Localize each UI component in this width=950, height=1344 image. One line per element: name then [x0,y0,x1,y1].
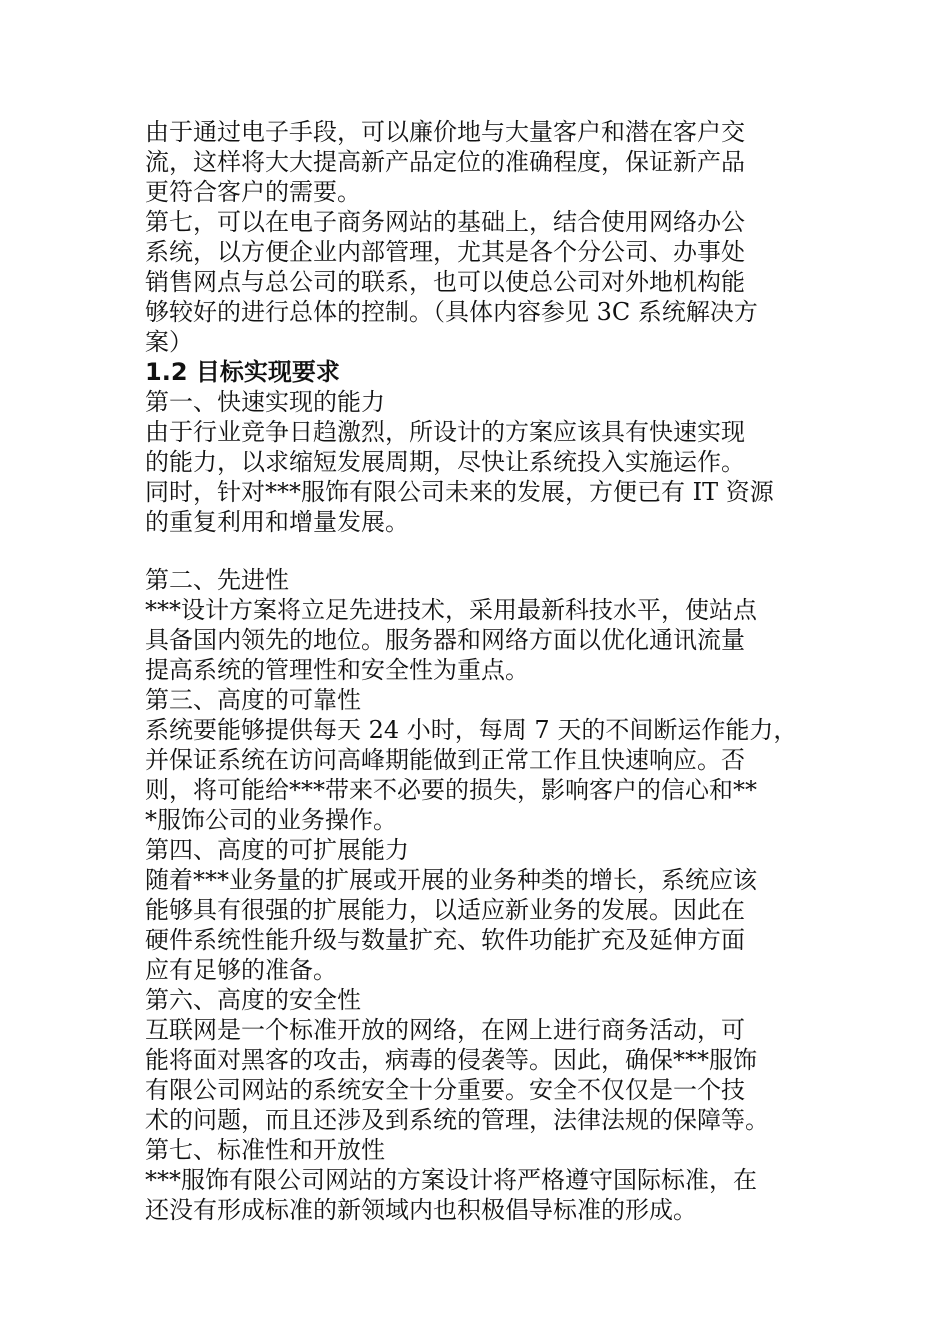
text-line: 的能力，以求缩短发展周期，尽快让系统投入实施运作。 [145,448,745,476]
text-line: 由于行业竞争日趋激烈，所设计的方案应该具有快速实现 [145,418,745,446]
text-line: 硬件系统性能升级与数量扩充、软件功能扩充及延伸方面 [145,926,745,954]
text-line: 的重复利用和增量发展。 [145,508,409,536]
text-line: 同时，针对***服饰有限公司未来的发展，方便已有 IT 资源 [145,478,774,506]
paragraph [145,865,815,985]
text-line: 还没有形成标准的新领域内也积极倡导标准的形成。 [145,1196,697,1224]
paragraph [145,207,815,357]
text-line: 系统，以方便企业内部管理，尤其是各个分公司、办事处 [145,238,745,266]
paragraph [145,565,815,595]
text-line: 够较好的进行总体的控制。（具体内容参见 3C 系统解决方 [145,298,758,326]
text-line: 随着***业务量的扩展或开展的业务种类的增长，系统应该 [145,866,757,894]
paragraph [145,1015,815,1135]
text-line: 流，这样将大大提高新产品定位的准确程度，保证新产品 [145,148,745,176]
text-line: 则，将可能给***带来不必要的损失，影响客户的信心和** [145,776,757,804]
paragraph [145,387,815,417]
paragraph [145,985,815,1015]
text-line: 第二、先进性 [145,566,289,594]
text-line: 互联网是一个标准开放的网络，在网上进行商务活动，可 [145,1016,745,1044]
text-line: 系统要能够提供每天 24 小时，每周 7 天的不间断运作能力， [145,716,798,744]
text-line: 并保证系统在访问高峰期能做到正常工作且快速响应。否 [145,746,745,774]
text-line: 案） [145,328,193,356]
paragraph [145,117,815,207]
section-heading [145,357,815,387]
paragraph [145,1165,815,1225]
text-line: 销售网点与总公司的联系，也可以使总公司对外地机构能 [145,268,745,296]
text-line: 第七、标准性和开放性 [145,1136,385,1164]
text-line: 术的问题，而且还涉及到系统的管理，法律法规的保障等。 [145,1106,769,1134]
paragraph [145,1135,815,1165]
paragraph [145,685,815,715]
text-line: 能够具有很强的扩展能力，以适应新业务的发展。因此在 [145,896,745,924]
text-line: 第六、高度的安全性 [145,986,361,1014]
text-line: 第一、快速实现的能力 [145,388,385,416]
text-line: *服饰公司的业务操作。 [145,806,397,834]
text-line: 1.2 目标实现要求 [145,358,340,386]
text-line: ***服饰有限公司网站的方案设计将严格遵守国际标准，在 [145,1166,757,1194]
paragraph [145,835,815,865]
text-line: 更符合客户的需要。 [145,178,361,206]
paragraph [145,715,815,835]
blank-line [145,537,815,565]
text-line: 有限公司网站的系统安全十分重要。安全不仅仅是一个技 [145,1076,745,1104]
paragraph [145,417,815,537]
text-line: 应有足够的准备。 [145,956,337,984]
paragraph [145,595,815,685]
text-line: 第三、高度的可靠性 [145,686,361,714]
text-line: 具备国内领先的地位。服务器和网络方面以优化通讯流量 [145,626,745,654]
text-line: 提高系统的管理性和安全性为重点。 [145,656,529,684]
text-line: 由于通过电子手段，可以廉价地与大量客户和潜在客户交 [145,118,745,146]
text-line: 能将面对黑客的攻击，病毒的侵袭等。因此，确保***服饰 [145,1046,757,1074]
text-line: ***设计方案将立足先进技术，采用最新科技水平，使站点 [145,596,757,624]
text-line: 第四、高度的可扩展能力 [145,836,409,864]
text-line: 第七，可以在电子商务网站的基础上，结合使用网络办公 [145,208,745,236]
document-body [145,117,815,1225]
